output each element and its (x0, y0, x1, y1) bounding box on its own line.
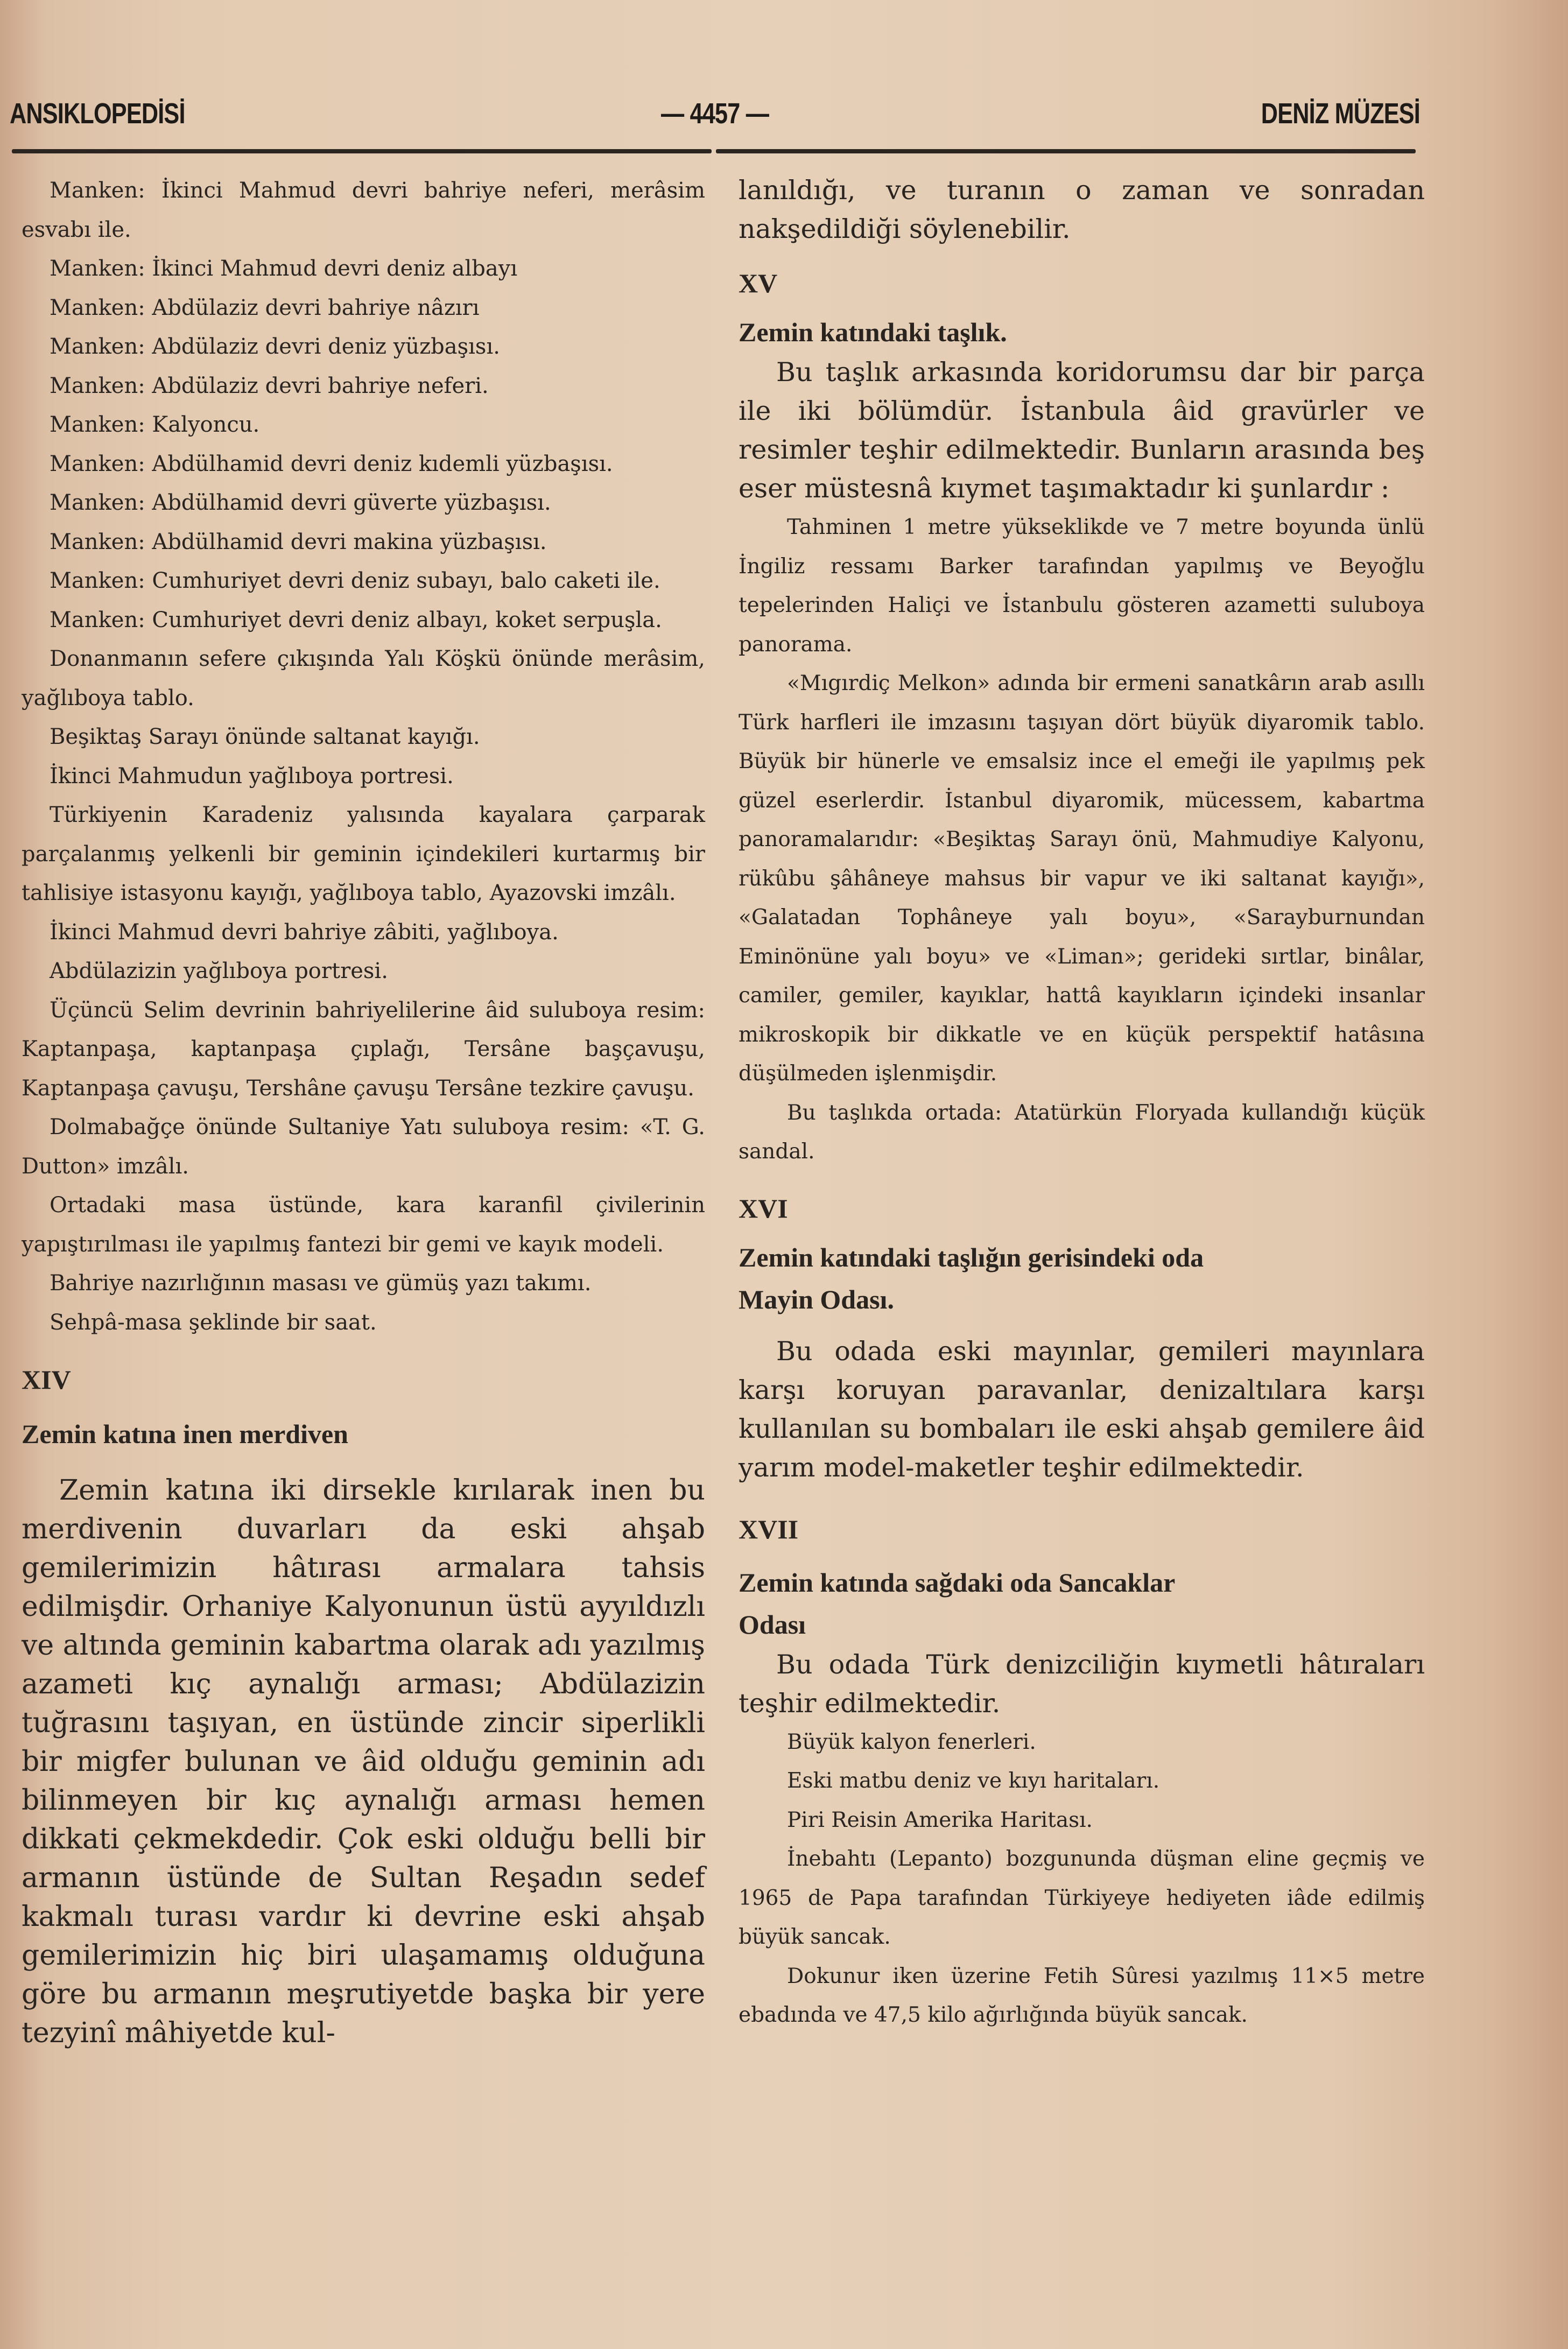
list-item: Manken: Abdülaziz devri deniz yüzbaşısı. (50, 334, 500, 359)
list-item: Üçüncü Selim devrinin bahriyelilerine âid suluboya resim: Kaptanpaşa, kaptanpaşa çıplağı, Tersâne başçavuşu, Kaptanpaşa çavuşu, Tershâne çavuşu Tersâne tezkire çavuşu. (22, 997, 705, 1101)
list-item: Türkiyenin Karadeniz yalısında kayalara çarparak parçalanmış yelkenli bir geminin içindekileri kurtarmış bir tahlisiye istasyonu kayığı, yağlıboya tablo, Ayazovski imzâlı. (22, 803, 705, 905)
page-number: — 4457 — (661, 97, 769, 130)
list-item: Manken: Cumhuriyet devri deniz albayı, koket serpuşla. (50, 607, 662, 632)
section-title-xiv: Zemin katına inen merdiven (22, 1419, 348, 1449)
list-item: Eski matbu deniz ve kıyı haritaları. (787, 1769, 1160, 1793)
list-item: Manken: İkinci Mahmud devri bahriye neferi, merâsim esvabı ile. (22, 178, 705, 242)
list-item: Tahminen 1 metre yükseklikde ve 7 metre boyunda ünlü İngiliz ressamı Barker tarafından yapılmış ve Beyoğlu tepelerinden Haliçi ve İstanbulu gösteren azametti suluboya panorama. (739, 515, 1425, 657)
section-title-xv: Zemin katındaki taşlık. (739, 317, 1007, 347)
continuation-paragraph: lanıldığı, ve turanın o zaman ve sonradan nakşedildiği söylenebilir. (739, 175, 1425, 244)
section-title-xvi-line1: Zemin katındaki taşlığın gerisindeki oda (739, 1242, 1204, 1272)
right-column (739, 171, 1425, 2035)
section-body-xvi: Bu odada eski mayınlar, gemileri mayınlara karşı koruyan paravanlar, denizaltılara karşı kullanılan su bombaları ile eski ahşab gemilere âid yarım model-maketler teşhir edilmektedir. (739, 1335, 1425, 1483)
list-item: Piri Reisin Amerika Haritası. (787, 1808, 1093, 1832)
section-title-xvi-line2: Mayin Odası. (739, 1284, 894, 1314)
list-item: Manken: İkinci Mahmud devri deniz albayı (50, 256, 518, 281)
list-item: Ortadaki masa üstünde, kara karanfil çivilerinin yapıştırılması ile yapılmış fantezi bir gemi ve kayık modeli. (22, 1193, 705, 1257)
list-item: Büyük kalyon fenerleri. (787, 1729, 1036, 1754)
section-numeral-xvi: XVI (739, 1193, 788, 1223)
header-entry-title: DENİZ MÜZESİ (1261, 97, 1420, 130)
list-item: Sehpâ-masa şeklinde bir saat. (50, 1310, 377, 1335)
section-numeral-xvii: XVII (739, 1514, 799, 1544)
list-item: «Mıgırdiç Melkon» adında bir ermeni sanatkârın arab asıllı Türk harfleri ile imzasını taşıyan dört büyük diyaromik tablo. Büyük bir hünerle ve emsalsiz ince el emeği ile yapılmış pek güzel eserlerdir. İstanbul diyaromik, mücessem, kabartma panoramalarıdır: «Beşiktaş Sarayı önü, Mahmudiye Kalyonu, rükûbu şâhâneye mahsus bir vapur ve iki saltanat kayığı», «Galatadan Tophâneye yalı boyu», «Sarayburnundan Eminönüne yalı boyu» ve «Liman»; gerideki sırtlar, binâlar, camiler, gemiler, kayıklar, hattâ kayıkların içindeki insanlar mikroskopik bir dikkatle ve en küçük perspektif hatâsına düşülmeden işlenmişdir. (739, 671, 1425, 1086)
list-item: Manken: Abdülaziz devri bahriye neferi. (50, 373, 489, 398)
list-item: Manken: Abdülhamid devri deniz kıdemli yüzbaşısı. (50, 451, 613, 476)
running-header (10, 97, 1420, 135)
section-title-xvii-line2: Odası (739, 1609, 806, 1640)
list-item: İkinci Mahmudun yağlıboya portresi. (50, 763, 454, 789)
list-item: Manken: Abdülaziz devri bahriye nâzırı (50, 295, 480, 320)
list-item: Beşiktaş Sarayı önünde saltanat kayığı. (50, 725, 480, 749)
list-item: İkinci Mahmud devri bahriye zâbiti, yağlıboya. (50, 919, 559, 945)
header-encyclopedia-title: ANSIKLOPEDİSİ (10, 97, 185, 130)
list-item: Manken: Kalyoncu. (50, 412, 260, 437)
list-item: Dokunur iken üzerine Fetih Sûresi yazılmış 11×5 metre ebadında ve 47,5 kilo ağırlığında büyük sancak. (739, 1964, 1425, 2027)
section-numeral-xv: XV (739, 268, 778, 298)
list-item: Abdülazizin yağlıboya portresi. (50, 959, 388, 983)
list-item: Manken: Abdülhamid devri güverte yüzbaşısı. (50, 490, 551, 515)
section-body-xiv: Zemin katına iki dirsekle kırılarak inen bu merdivenin duvarları da eski ahşab gemilerimizin hâtırası armalara tahsis edilmişdir. Orhaniye Kalyonunun üstü ayyıldızlı ve altında geminin kabartma olarak adı yazılmış azameti kıç aynalığı arması; Abdülazizin tuğrasını taşıyan, en üstünde zincir siperlikli bir migfer bulunan ve âid olduğu geminin adı bilinmeyen bir kıç aynalığı arması hemen dikkati çekmekdedir. Çok eski olduğu belli bir armanın üstünde de Sultan Reşadın sedef kakmalı turası vardır ki devrine eski ahşab gemilerimizin hiç biri ulaşamamış olduğuna göre bu armanın meşrutiyetde başka bir yere tezyinî mâhiyetde kul- (22, 1474, 705, 2049)
section-title-xvii-line1: Zemin katında sağdaki oda Sancaklar (739, 1567, 1176, 1598)
header-rule-right (716, 149, 1416, 153)
list-item: Manken: Abdülhamid devri makina yüzbaşısı. (50, 529, 547, 554)
section-numeral-xiv: XIV (22, 1365, 71, 1395)
list-item: Dolmabağçe önünde Sultaniye Yatı suluboya resim: «T. G. Dutton» imzâlı. (22, 1115, 705, 1179)
left-column (22, 171, 705, 2052)
section-intro-xv: Bu taşlık arkasında koridorumsu dar bir parça ile iki bölümdür. İstanbula âid gravürler ve resimler teşhir edilmektedir. Bunların arasında beş eser müstesnâ kıymet taşımaktadır ki şunlardır : (739, 357, 1425, 504)
list-item: Bahriye nazırlığının masası ve gümüş yazı takımı. (50, 1271, 592, 1296)
list-item: Bu taşlıkda ortada: Atatürkün Floryada kullandığı küçük sandal. (739, 1100, 1425, 1164)
list-item: Donanmanın sefere çıkışında Yalı Köşkü önünde merâsim, yağlıboya tablo. (22, 646, 705, 711)
list-item: İnebahtı (Lepanto) bozgununda düşman eline geçmiş ve 1965 de Papa tarafından Türkiyeye hediyeten iâde edilmiş büyük sancak. (739, 1847, 1425, 1949)
list-item: Manken: Cumhuriyet devri deniz subayı, balo caketi ile. (50, 568, 660, 593)
header-rule-left (12, 149, 712, 153)
section-intro-xvii: Bu odada Türk denizciliğin kıymetli hâtıraları teşhir edilmektedir. (739, 1649, 1425, 1719)
